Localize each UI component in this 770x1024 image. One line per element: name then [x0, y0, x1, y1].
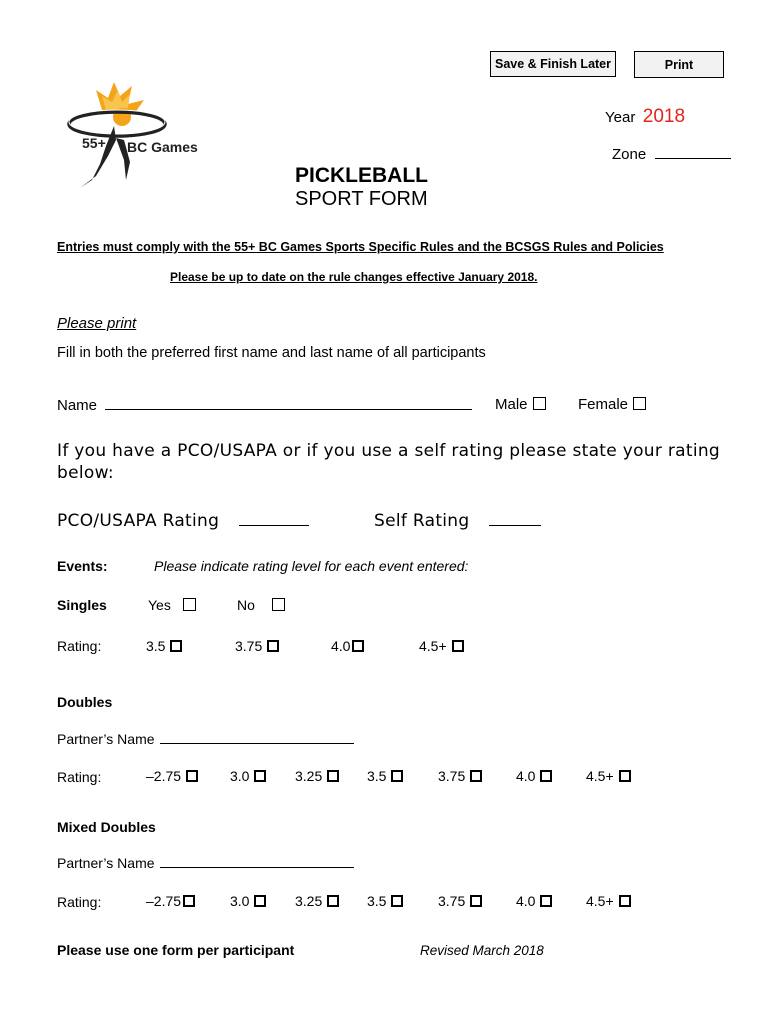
save-finish-later-button[interactable]: Save & Finish Later	[490, 51, 616, 77]
doubles-rating-value: –2.75	[146, 768, 182, 784]
doubles-partner-label: Partner’s Name	[57, 731, 155, 747]
name-row	[57, 396, 472, 414]
male-label: Male	[495, 396, 528, 413]
revised-date: Revised March 2018	[420, 943, 544, 958]
mixed-rating-value: 3.75	[438, 893, 466, 909]
fill-in-instruction: Fill in both the preferred first name and last name of all participants	[57, 345, 486, 361]
singles-rating-checkbox[interactable]	[170, 640, 182, 652]
doubles-rating-checkbox[interactable]	[254, 770, 266, 782]
doubles-rating-checkbox[interactable]	[619, 770, 631, 782]
doubles-label: Doubles	[57, 694, 113, 710]
self-rating-field[interactable]	[489, 512, 541, 526]
print-button[interactable]: Print	[634, 51, 724, 78]
male-checkbox[interactable]	[533, 397, 546, 410]
singles-rating-checkbox[interactable]	[452, 640, 464, 652]
mixed-rating-value: –2.75	[146, 893, 182, 909]
mixed-rating-checkbox[interactable]	[540, 895, 552, 907]
doubles-rating-checkbox[interactable]	[470, 770, 482, 782]
mixed-rating-option	[367, 893, 403, 909]
mixed-partner-field[interactable]	[160, 854, 354, 868]
year-label: Year	[605, 109, 636, 126]
singles-rating-checkbox[interactable]	[267, 640, 279, 652]
logo-55-text: 55+	[82, 135, 106, 151]
doubles-rating-option	[516, 768, 552, 784]
page-subtitle: SPORT FORM	[295, 188, 428, 210]
singles-rating-option	[146, 638, 182, 654]
mixed-rating-checkbox[interactable]	[254, 895, 266, 907]
year-value[interactable]: 2018	[642, 106, 686, 127]
doubles-rating-checkbox[interactable]	[327, 770, 339, 782]
singles-yes-checkbox[interactable]	[183, 598, 196, 611]
singles-label: Singles	[57, 597, 107, 613]
mixed-rating-option	[230, 893, 266, 909]
zone-field[interactable]	[655, 145, 731, 159]
singles-no-option	[237, 597, 285, 613]
mixed-rating-value: 3.5	[367, 893, 387, 909]
mixed-rating-option	[586, 893, 631, 909]
singles-rating-checkbox[interactable]	[352, 640, 364, 652]
mixed-doubles-label: Mixed Doubles	[57, 819, 156, 835]
mixed-rating-option	[295, 893, 339, 909]
doubles-partner-field[interactable]	[160, 730, 354, 744]
mixed-rating-label: Rating:	[57, 894, 102, 910]
self-rating-row	[374, 511, 541, 531]
zone-row	[612, 145, 731, 164]
mixed-rating-value: 3.25	[295, 893, 323, 909]
doubles-rating-label: Rating:	[57, 769, 102, 785]
female-option	[578, 396, 646, 413]
rating-intro-line1: If you have a PCO/USAPA or if you use a self rating please state your rating	[57, 441, 721, 461]
doubles-rating-option	[586, 768, 631, 784]
name-label: Name	[57, 397, 98, 414]
mixed-partner-label: Partner’s Name	[57, 855, 155, 871]
singles-no-label: No	[237, 597, 255, 613]
events-label: Events:	[57, 558, 108, 574]
singles-rating-option	[331, 638, 364, 654]
singles-rating-label: Rating:	[57, 638, 102, 654]
doubles-rating-value: 3.75	[438, 768, 466, 784]
doubles-rating-value: 4.0	[516, 768, 536, 784]
zone-label: Zone	[612, 146, 647, 163]
female-label: Female	[578, 396, 629, 413]
female-checkbox[interactable]	[633, 397, 646, 410]
mixed-rating-value: 3.0	[230, 893, 250, 909]
doubles-rating-value: 3.0	[230, 768, 250, 784]
mixed-rating-checkbox[interactable]	[470, 895, 482, 907]
singles-rating-value: 3.5	[146, 638, 166, 654]
self-rating-label: Self Rating	[374, 511, 470, 531]
events-instruction: Please indicate rating level for each event entered:	[154, 558, 469, 574]
mixed-rating-checkbox[interactable]	[327, 895, 339, 907]
mixed-rating-value: 4.0	[516, 893, 536, 909]
mixed-partner-row	[57, 854, 354, 871]
doubles-partner-row	[57, 730, 354, 747]
doubles-rating-value: 3.5	[367, 768, 387, 784]
name-field[interactable]	[105, 396, 472, 410]
singles-no-checkbox[interactable]	[272, 598, 285, 611]
doubles-rating-value: 4.5+	[586, 768, 614, 784]
mixed-rating-checkbox[interactable]	[619, 895, 631, 907]
doubles-rating-value: 3.25	[295, 768, 323, 784]
logo-bcgames-text: BC Games	[127, 139, 198, 155]
uptodate-notice: Please be up to date on the rule changes effective January 2018.	[170, 270, 538, 284]
pco-rating-row	[57, 511, 309, 531]
doubles-rating-checkbox[interactable]	[391, 770, 403, 782]
pco-rating-field[interactable]	[239, 512, 309, 526]
page-title: PICKLEBALL	[295, 164, 428, 187]
pco-rating-label: PCO/USAPA Rating	[57, 511, 220, 531]
comply-notice: Entries must comply with the 55+ BC Games Sports Specific Rules and the BCSGS Rules and Policies	[57, 240, 664, 254]
doubles-rating-option	[438, 768, 482, 784]
doubles-rating-checkbox[interactable]	[186, 770, 198, 782]
mixed-rating-checkbox[interactable]	[183, 895, 195, 907]
doubles-rating-option	[230, 768, 266, 784]
doubles-rating-checkbox[interactable]	[540, 770, 552, 782]
singles-yes-option	[148, 597, 196, 613]
doubles-rating-option	[367, 768, 403, 784]
male-option	[495, 396, 546, 413]
mixed-rating-option	[516, 893, 552, 909]
rating-intro-line2: below:	[57, 463, 114, 483]
doubles-rating-option	[295, 768, 339, 784]
singles-rating-option	[419, 638, 464, 654]
mixed-rating-checkbox[interactable]	[391, 895, 403, 907]
one-form-note: Please use one form per participant	[57, 942, 295, 958]
singles-yes-label: Yes	[148, 597, 171, 613]
bc-games-logo	[62, 80, 212, 190]
singles-rating-option	[235, 638, 279, 654]
please-print-label: Please print	[57, 315, 137, 332]
singles-rating-value: 4.0	[331, 638, 351, 654]
doubles-rating-option	[146, 768, 198, 784]
year-row	[605, 106, 685, 128]
mixed-rating-option	[146, 893, 195, 909]
mixed-rating-option	[438, 893, 482, 909]
singles-rating-value: 3.75	[235, 638, 263, 654]
singles-rating-value: 4.5+	[419, 638, 447, 654]
mixed-rating-value: 4.5+	[586, 893, 614, 909]
